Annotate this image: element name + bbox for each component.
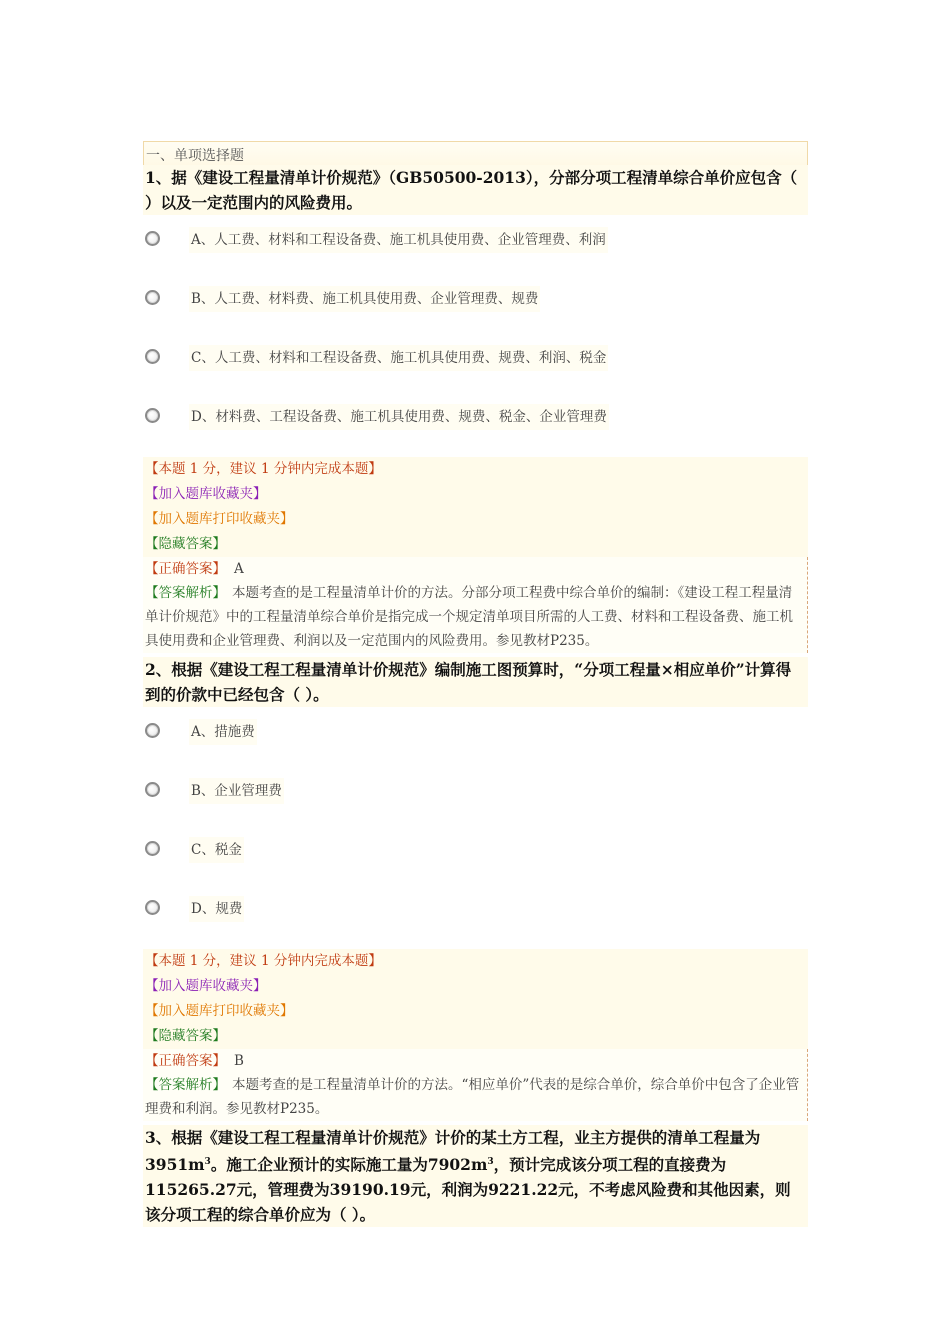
hide-answer-link[interactable]: 【隐藏答案】: [145, 1028, 226, 1044]
analysis-text: 本题考查的是工程量清单计价的方法。分部分项工程费中综合单价的编制：《建设工程工程量清单计价规范》中的工程量清单综合单价是指完成一个规定清单项目所需的人工费、材料和工程设备费、施工机具使用费和企业管理费、利润以及一定范围内的风险费用。参见教材P235。: [145, 585, 793, 649]
question-tools: [143, 457, 808, 557]
radio-icon[interactable]: [145, 408, 160, 423]
question-2: [143, 657, 808, 1121]
option-label: C、人工费、材料和工程设备费、施工机具使用费、规费、利润、税金: [189, 345, 608, 371]
question-text: [143, 1125, 808, 1227]
radio-icon[interactable]: [145, 723, 160, 738]
answer-box: [143, 557, 808, 653]
add-print-favorites-link[interactable]: 【加入题库打印收藏夹】: [145, 1003, 294, 1019]
option-list: [143, 711, 808, 947]
option-d[interactable]: [143, 396, 808, 455]
radio-icon[interactable]: [145, 841, 160, 856]
option-a[interactable]: [143, 219, 808, 278]
option-c[interactable]: [143, 829, 808, 888]
analysis-label: 【答案解析】: [145, 585, 226, 601]
option-b[interactable]: [143, 278, 808, 337]
option-d[interactable]: [143, 888, 808, 947]
question-3: [143, 1125, 808, 1227]
option-b[interactable]: [143, 770, 808, 829]
correct-answer-value: A: [234, 561, 244, 577]
correct-answer-label: 【正确答案】: [145, 561, 226, 577]
option-label: B、人工费、材料费、施工机具使用费、企业管理费、规费: [189, 286, 540, 312]
option-label: B、企业管理费: [189, 778, 284, 804]
section-title: 一、单项选择题: [143, 141, 808, 165]
option-label: D、规费: [189, 896, 244, 922]
exam-page: [143, 141, 808, 1227]
radio-icon[interactable]: [145, 900, 160, 915]
question-text-part: 。施工企业预计的实际施工量为7902m: [210, 1155, 488, 1175]
score-tip: 【本题 1 分，建议 1 分钟内完成本题】: [145, 461, 382, 477]
option-label: C、税金: [189, 837, 244, 863]
add-favorites-link[interactable]: 【加入题库收藏夹】: [145, 486, 267, 502]
analysis-text: 本题考查的是工程量清单计价的方法。“相应单价”代表的是综合单价，综合单价中包含了企业管理费和利润。参见教材P235。: [145, 1077, 800, 1117]
superscript: 3: [204, 1157, 211, 1167]
correct-answer-label: 【正确答案】: [145, 1053, 226, 1069]
answer-box: [143, 1049, 808, 1121]
score-tip: 【本题 1 分，建议 1 分钟内完成本题】: [145, 953, 382, 969]
question-text: 2、根据《建设工程工程量清单计价规范》编制施工图预算时，“分项工程量×相应单价”计算得到的价款中已经包含（ ）。: [143, 657, 808, 707]
analysis-label: 【答案解析】: [145, 1077, 226, 1093]
hide-answer-link[interactable]: 【隐藏答案】: [145, 536, 226, 552]
question-text-part: ，预计完成该分项工程的直接费为115265.27元，管理费为39190.19元，利润为9221.22元，不考虑风险费和其他因素，则该分项工程的综合单价应为（ ）。: [145, 1155, 791, 1225]
question-text-part: 3、根据《建设工程工程量清单计价规范》计价的某土方工程，业主方提供的清单工程量为3951m: [145, 1128, 761, 1175]
superscript: 3: [487, 1157, 494, 1167]
option-label: A、人工费、材料和工程设备费、施工机具使用费、企业管理费、利润: [189, 227, 608, 253]
question-text: 1、据《建设工程量清单计价规范》（GB50500-2013），分部分项工程清单综合单价应包含（ ）以及一定范围内的风险费用。: [143, 165, 808, 215]
option-label: D、材料费、工程设备费、施工机具使用费、规费、税金、企业管理费: [189, 404, 609, 430]
correct-answer-value: B: [234, 1053, 244, 1069]
add-favorites-link[interactable]: 【加入题库收藏夹】: [145, 978, 267, 994]
option-label: A、措施费: [189, 719, 257, 745]
option-a[interactable]: [143, 711, 808, 770]
radio-icon[interactable]: [145, 290, 160, 305]
question-1: [143, 165, 808, 653]
radio-icon[interactable]: [145, 782, 160, 797]
option-c[interactable]: [143, 337, 808, 396]
add-print-favorites-link[interactable]: 【加入题库打印收藏夹】: [145, 511, 294, 527]
radio-icon[interactable]: [145, 231, 160, 246]
radio-icon[interactable]: [145, 349, 160, 364]
question-tools: [143, 949, 808, 1049]
option-list: [143, 219, 808, 455]
